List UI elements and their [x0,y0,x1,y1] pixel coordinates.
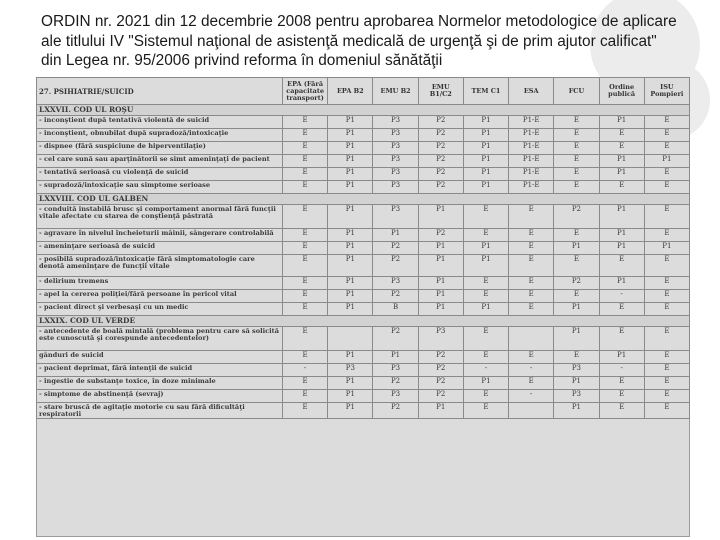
table-cell: P1-E [509,181,554,194]
column-header: Ordine publică [599,78,644,105]
table-cell: E [599,403,644,419]
table-cell: P3 [373,390,418,403]
table-header-row [37,78,690,105]
section-row [37,105,690,116]
table-row [37,181,690,194]
table-cell: P2 [418,116,463,129]
table-cell: P3 [373,129,418,142]
table-cell: P2 [418,390,463,403]
table-cell: - [509,364,554,377]
row-criterion: - pacient deprimat, fără intenţii de suicid [37,364,283,377]
table-cell: E [644,377,689,390]
table-cell: E [644,129,689,142]
table-cell: P1 [373,229,418,242]
table-row [37,364,690,377]
row-criterion: - ameninţare serioasă de suicid [37,242,283,255]
table-cell: E [283,303,328,316]
row-criterion: - inconştient după tentativă violentă de suicid [37,116,283,129]
table-cell: E [554,155,599,168]
table-cell: E [599,181,644,194]
table-cell: E [644,116,689,129]
table-cell: E [599,390,644,403]
table-cell: P1 [418,205,463,229]
row-criterion: - posibilă supradoză/intoxicaţie fără simptomatologie care denotă ameninţare de funcţii vitale [37,255,283,277]
table-cell: P1 [599,351,644,364]
table-cell: P1 [418,290,463,303]
table-cell: E [509,290,554,303]
table-cell: E [283,290,328,303]
row-criterion: - simptome de abstinenţă (sevraj) [37,390,283,403]
table-cell: E [554,351,599,364]
table-cell: E [599,255,644,277]
table-cell: P1 [644,242,689,255]
table-cell: E [554,181,599,194]
table-cell: P1 [644,155,689,168]
table-cell: P1 [599,168,644,181]
table-cell: P2 [554,205,599,229]
table-cell: E [509,242,554,255]
table-cell: - [463,364,508,377]
table-cell: E [463,390,508,403]
table-cell: P2 [418,168,463,181]
table-cell: E [509,377,554,390]
table-cell: P2 [418,142,463,155]
triage-table [36,77,690,419]
table-cell: E [463,277,508,290]
table-cell: P2 [554,277,599,290]
page-title: ORDIN nr. 2021 din 12 decembrie 2008 pentru aprobarea Normelor metodologice de aplicare ale titlului IV "Sistemul naţional de asistenţă medicală de urgenţă şi de prim ajutor calificat" din Legea nr. 95/2006 privind reforma în domeniul sănătăţii [41,13,677,69]
table-cell: E [283,390,328,403]
table-cell: P1 [599,277,644,290]
table-cell: P1 [328,403,373,419]
table-cell: P1 [328,168,373,181]
table-cell: E [463,290,508,303]
table-cell: E [554,116,599,129]
table-cell: - [599,364,644,377]
table-cell: P1 [418,255,463,277]
table-cell: - [599,290,644,303]
table-cell: E [644,181,689,194]
table-cell: E [644,142,689,155]
row-criterion: - supradoză/intoxicaţie sau simptome serioase [37,181,283,194]
table-cell: E [283,116,328,129]
table-cell: E [283,205,328,229]
table-cell: E [599,142,644,155]
table-cell: P2 [418,364,463,377]
table-cell: P1 [328,242,373,255]
row-criterion: gânduri de suicid [37,351,283,364]
table-row [37,229,690,242]
row-criterion: - delirium tremens [37,277,283,290]
table-cell: P3 [373,142,418,155]
table-cell: P1 [418,277,463,290]
table-cell: P1 [328,277,373,290]
table-row [37,390,690,403]
table-cell: P3 [373,155,418,168]
table-cell: P1-E [509,155,554,168]
table-cell: P3 [373,205,418,229]
section-title: LXXVIII. COD UL GALBEN [37,194,690,205]
table-cell: P1 [463,116,508,129]
table-row [37,168,690,181]
table-cell: E [283,255,328,277]
table-cell: P1 [463,303,508,316]
table-row [37,205,690,229]
table-cell: E [509,205,554,229]
table-cell: P1 [328,303,373,316]
table-cell: E [283,277,328,290]
row-criterion: - cel care sună sau aparţinătorii se simt ameninţaţi de pacient [37,155,283,168]
table-row [37,377,690,390]
row-criterion: - antecedente de boală mintală (problema pentru care să solicită este cunoscută şi corespunde antecedentelor) [37,327,283,351]
table-cell: - [283,364,328,377]
table-cell: P1 [599,205,644,229]
column-header: EPA (Fără capacitate transport) [283,78,328,105]
table-cell: E [644,168,689,181]
table-cell: E [644,390,689,403]
table-row [37,242,690,255]
table-cell [509,403,554,419]
table-cell: E [509,303,554,316]
table-cell: P1-E [509,142,554,155]
table-cell: P1 [418,242,463,255]
table-cell: E [509,255,554,277]
table-cell: P3 [328,364,373,377]
column-header: EMU B1/C2 [418,78,463,105]
table-cell: P2 [373,327,418,351]
table-cell: E [283,155,328,168]
section-title: LXXIX. COD UL VERDE [37,316,690,327]
table-cell: E [283,242,328,255]
table-row [37,129,690,142]
table-cell: E [554,129,599,142]
column-header: TEM C1 [463,78,508,105]
table-cell: P3 [554,390,599,403]
table-cell: E [599,377,644,390]
table-cell: P1 [599,242,644,255]
table-cell: P1 [463,155,508,168]
table-cell: P1 [328,229,373,242]
column-header: EMU B2 [373,78,418,105]
row-criterion: - tentativă serioasă cu violenţă de suicid [37,168,283,181]
table-cell: E [283,181,328,194]
section-row [37,316,690,327]
table-cell: P2 [418,181,463,194]
table-cell: P3 [373,277,418,290]
table-cell: P1 [554,303,599,316]
table-cell: E [644,290,689,303]
table-cell: P2 [418,351,463,364]
row-criterion: - conduită instabilă brusc şi comportament anormal fără funcţii vitale afectate cu starea de conştienţă păstrată [37,205,283,229]
table-cell: P1 [463,168,508,181]
table-cell: E [644,277,689,290]
table-cell: E [283,403,328,419]
table-cell: E [463,327,508,351]
table-cell: E [644,327,689,351]
table-cell: E [554,290,599,303]
row-criterion: - apel la cererea poliţiei/fără persoane în pericol vital [37,290,283,303]
table-cell: E [463,403,508,419]
table-cell: P1 [418,303,463,316]
table-cell: E [554,142,599,155]
section-title: LXXVII. COD UL ROŞU [37,105,690,116]
table-cell: P1 [463,129,508,142]
table-cell: P1 [554,242,599,255]
table-body [37,105,690,419]
table-cell: P1 [328,116,373,129]
table-cell: P1 [554,327,599,351]
table-cell: E [283,377,328,390]
table-cell: P1 [328,155,373,168]
table-cell: E [463,205,508,229]
table-cell: E [283,351,328,364]
table-row [37,155,690,168]
table-row [37,303,690,316]
table-cell: E [554,229,599,242]
table-row [37,403,690,419]
table-cell: E [283,229,328,242]
table-cell: P1 [599,155,644,168]
column-header: ISU Pompieri [644,78,689,105]
table-cell: P3 [373,168,418,181]
table-cell: P2 [373,242,418,255]
table-cell: P3 [554,364,599,377]
table-row [37,116,690,129]
table-cell: E [283,168,328,181]
table-cell: P1 [418,403,463,419]
table-cell: P1-E [509,129,554,142]
table-cell: E [554,255,599,277]
table-cell: P1 [554,377,599,390]
table-cell: E [283,129,328,142]
table-cell: P2 [373,290,418,303]
table-cell: P3 [373,181,418,194]
table-cell: E [554,168,599,181]
table-cell: E [283,327,328,351]
section-row [37,194,690,205]
table-cell: P2 [418,377,463,390]
table-cell: P1-E [509,168,554,181]
table-cell [328,327,373,351]
table-cell: E [644,255,689,277]
table-cell: E [509,277,554,290]
scanned-table-image [36,77,690,537]
table-cell: P1 [599,116,644,129]
table-cell: B [373,303,418,316]
table-cell [509,327,554,351]
table-cell: P1-E [509,116,554,129]
table-row [37,351,690,364]
table-cell: P1 [463,255,508,277]
table-cell: E [599,129,644,142]
table-cell: E [644,403,689,419]
table-cell: P1 [463,242,508,255]
column-header: FCU [554,78,599,105]
table-cell: E [599,303,644,316]
table-cell: E [509,229,554,242]
table-cell: P1 [328,351,373,364]
table-cell: P2 [373,255,418,277]
table-row [37,255,690,277]
table-cell: E [644,205,689,229]
table-cell: E [283,142,328,155]
column-header: ESA [509,78,554,105]
table-cell: P2 [418,129,463,142]
table-cell: - [509,390,554,403]
table-cell: P1 [328,390,373,403]
table-cell: P3 [418,327,463,351]
table-cell: E [644,351,689,364]
table-cell: E [644,229,689,242]
table-cell: P1 [328,142,373,155]
table-cell: P1 [463,181,508,194]
table-cell: P1 [328,205,373,229]
column-header-category: 27. PSIHIATRIE/SUICID [37,78,283,105]
table-cell: P1 [328,255,373,277]
table-cell: E [644,364,689,377]
table-cell: P2 [373,377,418,390]
table-cell: P1 [328,129,373,142]
table-cell: P1 [554,403,599,419]
table-cell: P1 [463,377,508,390]
table-cell: P1 [328,181,373,194]
table-row [37,142,690,155]
table-cell: E [463,229,508,242]
table-cell: P3 [373,116,418,129]
table-row [37,290,690,303]
column-header: EPA B2 [328,78,373,105]
row-criterion: - agravare în nivelul încheieturii mâinii, sângerare controlabilă [37,229,283,242]
table-row [37,277,690,290]
table-cell: P1 [328,377,373,390]
row-criterion: - ingestie de substanţe toxice, în doze minimale [37,377,283,390]
table-cell: P1 [599,229,644,242]
table-cell: E [644,303,689,316]
row-criterion: - pacient direct şi verbesaşi cu un medic [37,303,283,316]
table-cell: P1 [328,290,373,303]
table-cell: P2 [418,229,463,242]
table-cell: P2 [418,155,463,168]
row-criterion: - inconştient, obnubilat după supradoză/intoxicaţie [37,129,283,142]
table-cell: E [463,351,508,364]
row-criterion: - dispnee (fără suspiciune de hiperventilaţie) [37,142,283,155]
table-row [37,327,690,351]
table-cell: P1 [463,142,508,155]
table-cell: P2 [373,403,418,419]
table-cell: P3 [373,364,418,377]
table-cell: E [509,351,554,364]
table-cell: E [599,327,644,351]
table-cell: P1 [373,351,418,364]
row-criterion: - stare bruscă de agitaţie motorie cu sau fără dificultăţi respiratorii [37,403,283,419]
